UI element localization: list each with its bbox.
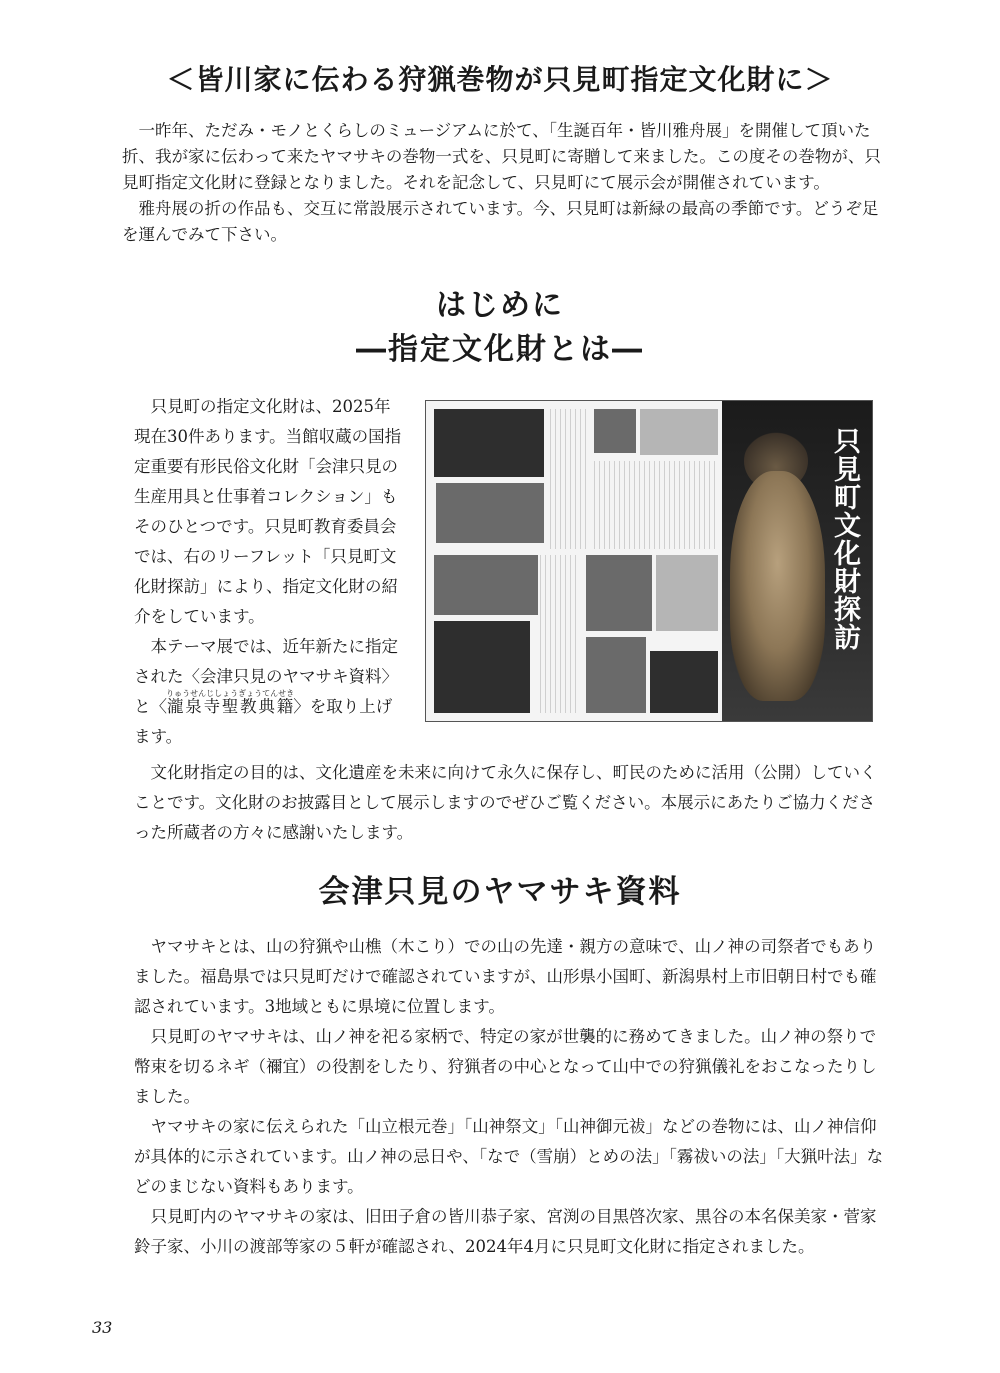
section1-closing-text bbox=[134, 758, 886, 848]
dance-photo bbox=[586, 637, 646, 713]
leaflet-inner-pages bbox=[426, 401, 722, 721]
section1-paragraph: 只見町の指定文化財は、2025年現在30件あります。当館収蔵の国指定重要有形民俗文化財「会津只見の生産用具と仕事着コレクション」もそのひとつです。只見町教育委員会では、右のリーフレット「只見町文化財探訪」により、指定文化財の紹介をしています。 bbox=[134, 397, 402, 626]
section2-body bbox=[134, 932, 886, 1262]
text-column bbox=[594, 461, 718, 549]
section1-paragraph: 文化財指定の目的は、文化遺産を未来に向けて永久に保存し、町民のために活用（公開）していくことです。文化財のお披露目として展示しますのでぜひご覧ください。本展示にあたりご協力くださった所蔵者の方々に感謝いたします。 bbox=[134, 763, 877, 842]
para2-end: 〉を取り上げます。 bbox=[134, 697, 393, 746]
leaflet-cover bbox=[722, 401, 872, 721]
intro-paragraph: 一昨年、ただみ・モノとくらしのミュージアムに於て、「生誕百年・皆川雅舟展」を開催して頂いた折、我が家に伝わって来たヤマサキの巻物一式を、只見町に寄贈して来ました。この度その巻物が、只見町指定文化財に登録となりました。それを記念して、只見町にて展示会が開催されています。 bbox=[122, 121, 881, 192]
buddha-statue bbox=[730, 471, 825, 701]
clothing-photo bbox=[434, 409, 544, 477]
ruby-term-text: 瀧泉寺聖教典籍 bbox=[166, 697, 295, 716]
ruby-reading: りゅうせんじしょうぎょうてんせき bbox=[166, 689, 295, 698]
ritual-photo bbox=[656, 555, 718, 631]
intro-paragraph: 雅舟展の折の作品も、交互に常設展示されています。今、只見町は新緑の最高の季節です。どうぞ足を運んでみて下さい。 bbox=[122, 199, 879, 244]
group-photo bbox=[650, 651, 718, 713]
field-photo bbox=[434, 555, 538, 615]
section1-column-text bbox=[134, 392, 402, 752]
landscape-photo bbox=[640, 409, 718, 455]
page-number: 33 bbox=[92, 1318, 113, 1337]
forest-photo bbox=[434, 621, 530, 713]
leaflet-image bbox=[425, 400, 873, 722]
section2-title: 会津只見のヤマサキ資料 bbox=[318, 874, 682, 910]
section2-paragraph: ヤマサキの家に伝えられた「山立根元巻」「山神祭文」「山神御元祓」などの巻物には、山ノ神信仰が具体的に示されています。山ノ神の忌日や、「なで（雪崩）とめの法」「霧祓いの法」「大猟叶法」などのまじない資料もあります。 bbox=[134, 1117, 884, 1196]
festival-photo bbox=[586, 555, 652, 631]
leaflet-title: 只見町文化財探訪 bbox=[829, 427, 860, 651]
section1-title bbox=[0, 284, 1000, 372]
section2-paragraph: 只見町のヤマサキは、山ノ神を祀る家柄で、特定の家が世襲的に務めてきました。山ノ神の祭りで幣束を切るネギ（禰宜）の役割をしたり、狩猟者の中心となって山中での狩猟儀礼をおこなったりしました。 bbox=[134, 1027, 877, 1106]
framed-picture bbox=[594, 409, 636, 453]
section2-paragraph: ヤマサキとは、山の狩猟や山樵（木こり）での山の先達・親方の意味で、山ノ神の司祭者でもありました。福島県では只見町だけで確認されていますが、山形県小国町、新潟県村上市旧朝日村でも確認されています。3地域ともに県境に位置します。 bbox=[134, 937, 877, 1016]
section1-title-line1: はじめに bbox=[436, 288, 564, 323]
tools-photo bbox=[436, 483, 544, 543]
main-heading: ＜皆川家に伝わる狩猟巻物が只見町指定文化財に＞ bbox=[166, 63, 834, 96]
section1-title-line2: ―指定文化財とは― bbox=[356, 332, 644, 367]
para2-start: 本テーマ展では、近年新たに指定された〈会津只見のヤマサキ資料〉と〈 bbox=[134, 637, 398, 716]
text-column bbox=[540, 555, 580, 713]
text-column bbox=[550, 409, 588, 549]
intro-text bbox=[122, 118, 892, 248]
ruby-term bbox=[166, 689, 295, 716]
section2-paragraph: 只見町内のヤマサキの家は、旧田子倉の皆川恭子家、宮渕の目黒啓次家、黒谷の本名保美家・菅家鈴子家、小川の渡部等家の５軒が確認され、2024年4月に只見町文化財に指定されました。 bbox=[134, 1207, 877, 1256]
section1-paragraph bbox=[134, 632, 402, 752]
